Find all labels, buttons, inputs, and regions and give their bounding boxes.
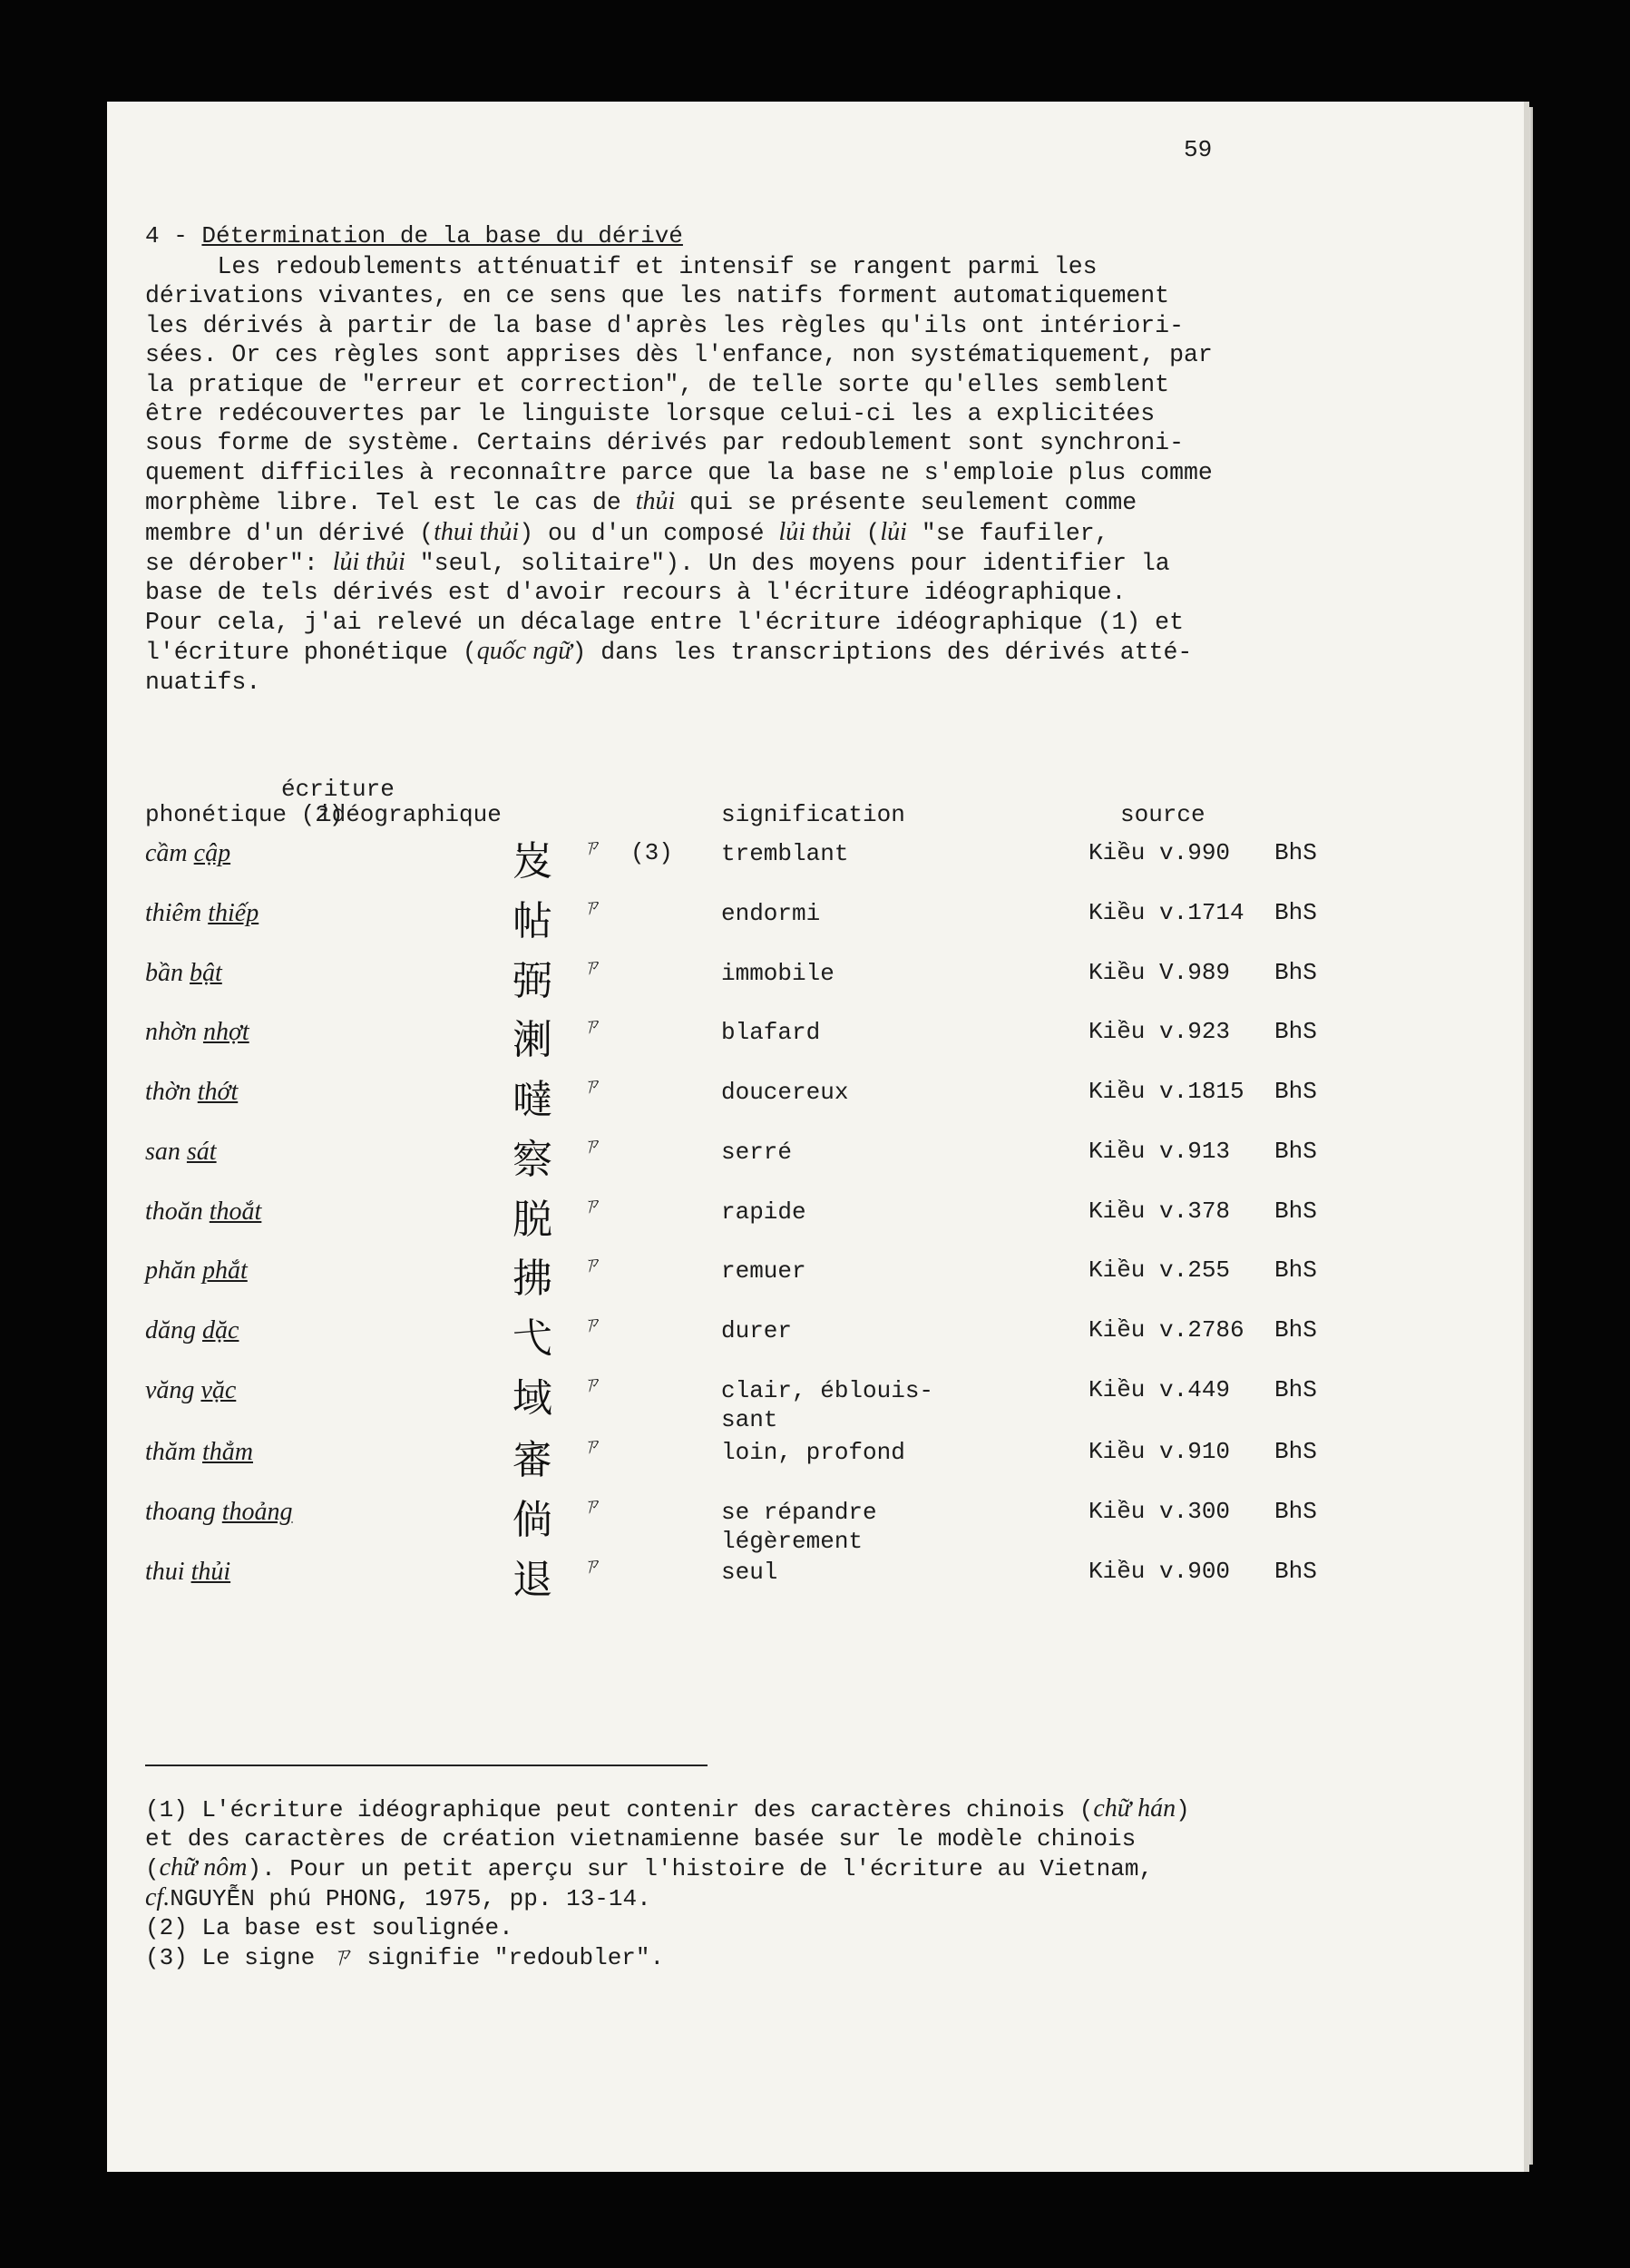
paragraph-line	[145, 637, 1379, 667]
ideographic-cell: 拂	[512, 1256, 552, 1302]
paragraph-line: sées. Or ces règles sont apprises dès l'enfance, non systématiquement, par	[145, 341, 1213, 369]
column-header-source: source	[1120, 801, 1205, 828]
source-abbrev: BhS	[1274, 839, 1317, 866]
text-run: ) dans les transcriptions des dérivés atté-	[571, 639, 1193, 667]
ideographic-cell: 域	[512, 1375, 552, 1422]
table-row	[145, 1495, 1415, 1555]
paragraph-line: dérivations vivantes, en ce sens que les natifs forment automatiquement	[145, 282, 1170, 310]
source-cell: Kiều v.913	[1088, 1138, 1231, 1165]
table-row	[145, 896, 1415, 953]
source-cell: Kiều V.989	[1088, 959, 1231, 986]
redouble-mark: ㄗ	[581, 1075, 601, 1098]
source-abbrev: BhS	[1274, 1558, 1317, 1585]
text-run: (3) Le signe	[145, 1944, 329, 1971]
italic-term: thui thủi	[434, 517, 520, 546]
phonetic-base: phắt	[202, 1256, 248, 1285]
footnote-ref: (3)	[630, 839, 673, 866]
italic-term: quốc ngữ	[476, 637, 572, 666]
paragraph-line: Les redoublements atténuatif et intensif se rangent parmi les	[145, 253, 1098, 280]
table-row	[145, 1316, 1415, 1371]
meaning-cell: endormi	[721, 900, 821, 927]
redouble-mark: ㄗ	[581, 1495, 601, 1518]
table-row	[145, 1256, 1415, 1311]
redouble-mark: ㄗ	[581, 1254, 601, 1276]
redouble-mark: ㄗ	[581, 1015, 601, 1038]
footnote-line	[145, 1794, 1415, 1824]
footnote-line: (2) La base est soulignée.	[145, 1914, 513, 1941]
ideographic-cell: 脱	[512, 1197, 552, 1243]
paragraph-line: les dérivés à partir de la base d'après les règles qu'ils ont intériori-	[145, 311, 1184, 339]
meaning-cell: tremblant	[721, 840, 849, 867]
ideographic-cell: 岌	[512, 838, 552, 885]
ideographic-cell: 倘	[512, 1497, 552, 1543]
text-run: membre d'un dérivé (	[145, 519, 434, 547]
redouble-mark: ㄗ	[581, 1314, 601, 1336]
column-header-ideographic: idéographique	[317, 801, 502, 828]
source-abbrev: BhS	[1274, 1498, 1317, 1525]
text-run: "seul, solitaire"). Un des moyens pour identifier la	[405, 550, 1170, 578]
meaning-cell: se répandre légèrement	[721, 1499, 877, 1555]
paragraph-line	[145, 518, 1379, 548]
column-header-phonetic: phonétique (2)	[145, 801, 344, 828]
phonetic-prefix: cầm	[145, 839, 194, 867]
phonetic-base: bật	[190, 959, 222, 987]
ideographic-cell: 弼	[512, 958, 552, 1004]
phonetic-prefix: thoang	[145, 1498, 222, 1526]
phonetic-base: thiếp	[208, 899, 259, 927]
phonetic-base: thẳm	[202, 1438, 253, 1466]
text-run: se dérober":	[145, 550, 333, 578]
text-run: morphème libre. Tel est le cas de	[145, 489, 636, 517]
phonetic-prefix: văng	[145, 1376, 201, 1404]
ideographic-cell: 溂	[512, 1017, 552, 1063]
phonetic-base: dặc	[202, 1316, 239, 1344]
meaning-cell: serré	[721, 1139, 793, 1166]
source-abbrev: BhS	[1274, 1438, 1317, 1465]
phonetic-prefix: nhờn	[145, 1018, 203, 1046]
ideographic-cell: 弋	[512, 1315, 552, 1362]
source-abbrev: BhS	[1274, 1018, 1317, 1045]
footnote-rule	[145, 1765, 708, 1766]
source-cell: Kiều v.910	[1088, 1438, 1231, 1465]
text-run: ). Pour un petit aperçu sur l'histoire de l'écriture au Vietnam,	[247, 1855, 1154, 1882]
meaning-cell: doucereux	[721, 1079, 849, 1106]
column-header-top: écriture	[281, 776, 395, 803]
phonetic-prefix: thui	[145, 1558, 191, 1586]
italic-term: lủi thủi	[332, 548, 405, 577]
phonetic-base: cập	[193, 839, 231, 867]
phonetic-prefix: thờn	[145, 1078, 198, 1106]
table-row	[145, 956, 1415, 1013]
phonetic-cell	[145, 1558, 230, 1587]
source-cell: Kiều v.923	[1088, 1018, 1231, 1045]
ideographic-cell: 退	[512, 1557, 552, 1603]
phonetic-cell	[145, 1018, 249, 1047]
page-number: 59	[1184, 136, 1213, 163]
source-cell: Kiều v.2786	[1088, 1316, 1244, 1344]
text-run: l'écriture phonétique (	[145, 639, 477, 667]
phonetic-prefix: san	[145, 1138, 187, 1166]
paragraph-line: être redécouvertes par le linguiste lorsque celui-ci les a explicitées	[145, 400, 1156, 428]
paragraph-line	[145, 548, 1379, 578]
redouble-mark: ㄗ	[581, 1435, 601, 1458]
column-header-meaning: signification	[721, 801, 905, 828]
footnote-line	[145, 1853, 1415, 1883]
italic-term: thủi	[635, 487, 676, 516]
source-abbrev: BhS	[1274, 1316, 1317, 1344]
table-row	[145, 1376, 1415, 1431]
source-cell: Kiều v.900	[1088, 1558, 1231, 1585]
ideographic-cell: 察	[512, 1137, 552, 1183]
phonetic-cell	[145, 1498, 293, 1527]
phonetic-base: sát	[186, 1138, 217, 1166]
ideographic-cell: 噠	[512, 1077, 552, 1123]
table-row	[145, 836, 1415, 894]
phonetic-base: thớt	[197, 1078, 239, 1106]
phonetic-base: nhợt	[202, 1018, 249, 1046]
page-edge	[1524, 107, 1533, 2165]
phonetic-prefix: phăn	[145, 1256, 202, 1285]
phonetic-prefix: bần	[145, 959, 190, 987]
footnote-line	[145, 1942, 1415, 1972]
redouble-mark: ㄗ	[581, 1555, 601, 1578]
source-abbrev: BhS	[1274, 1078, 1317, 1105]
source-abbrev: BhS	[1274, 1376, 1317, 1403]
text-run: signifie "redoubler".	[352, 1944, 665, 1971]
section-title: Détermination de la base du dérivé	[201, 222, 683, 249]
source-cell: Kiều v.255	[1088, 1256, 1231, 1284]
text-run: ) ou d'un composé	[519, 519, 779, 547]
redouble-mark: ㄗ	[581, 836, 601, 859]
source-abbrev: BhS	[1274, 959, 1317, 986]
text-run: (1) L'écriture idéographique peut contenir des caractères chinois (	[145, 1796, 1094, 1823]
paragraph-line: la pratique de "erreur et correction", de telle sorte qu'elles semblent	[145, 370, 1170, 398]
phonetic-base: vặc	[200, 1376, 237, 1404]
text-run: qui se présente seulement comme	[675, 489, 1137, 517]
footnote-line	[145, 1883, 1415, 1913]
text-run: (	[851, 519, 881, 547]
redouble-mark: ㄗ	[581, 1135, 601, 1158]
source-cell: Kiều v.990	[1088, 839, 1231, 866]
phonetic-prefix: thiêm	[145, 899, 209, 927]
section-heading	[145, 222, 683, 249]
redouble-mark: ㄗ	[581, 1374, 601, 1396]
phonetic-cell	[145, 1138, 217, 1167]
meaning-cell: clair, éblouis- sant	[721, 1377, 934, 1433]
table-row	[145, 1075, 1415, 1132]
source-abbrev: BhS	[1274, 1198, 1317, 1225]
paragraph-line: sous forme de système. Certains dérivés par redoublement sont synchroni-	[145, 429, 1184, 457]
table-row	[145, 1015, 1415, 1072]
footnote-line: et des caractères de création vietnamienne basée sur le modèle chinois	[145, 1825, 1137, 1853]
meaning-cell: loin, profond	[721, 1439, 905, 1466]
text-run: "se faufiler,	[906, 519, 1109, 547]
phonetic-cell	[145, 899, 259, 928]
italic-term: cf.	[145, 1883, 171, 1911]
phonetic-base: thủi	[190, 1558, 231, 1586]
text-run: )	[1176, 1796, 1190, 1823]
source-cell: Kiều v.1714	[1088, 899, 1244, 926]
redouble-mark: ㄗ	[581, 1195, 601, 1217]
phonetic-base: thoảng	[221, 1498, 293, 1526]
meaning-cell: immobile	[721, 960, 835, 987]
phonetic-cell	[145, 1078, 238, 1107]
italic-term: lủi thủi	[778, 517, 852, 546]
ideographic-cell: 審	[512, 1437, 552, 1483]
body-paragraph	[145, 252, 1379, 697]
table-row	[145, 1195, 1415, 1252]
source-abbrev: BhS	[1274, 1138, 1317, 1165]
table-row	[145, 1135, 1415, 1192]
source-cell: Kiều v.449	[1088, 1376, 1231, 1403]
redouble-sign: ㄗ	[328, 1943, 353, 1970]
italic-term: lủi	[880, 517, 907, 546]
table-row	[145, 1435, 1415, 1492]
phonetic-prefix: thăm	[145, 1438, 202, 1466]
phonetic-cell	[145, 1438, 253, 1467]
phonetic-prefix: thoăn	[145, 1198, 210, 1226]
text-run: NGUYỄN phú PHONG, 1975, pp. 13-14.	[170, 1885, 651, 1912]
redouble-mark: ㄗ	[581, 956, 601, 979]
text-run: (	[145, 1855, 160, 1882]
section-number: 4 -	[145, 222, 202, 249]
source-abbrev: BhS	[1274, 1256, 1317, 1284]
paragraph-line: Pour cela, j'ai relevé un décalage entre l'écriture idéographique (1) et	[145, 608, 1184, 636]
meaning-cell: durer	[721, 1317, 793, 1344]
phonetic-cell	[145, 1256, 248, 1286]
paragraph-line	[145, 487, 1379, 517]
meaning-cell: rapide	[721, 1198, 806, 1226]
italic-term: chữ hán	[1093, 1794, 1176, 1823]
phonetic-prefix: dăng	[145, 1316, 202, 1344]
meaning-cell: remuer	[721, 1257, 806, 1285]
phonetic-cell	[145, 1316, 239, 1345]
table-row	[145, 1555, 1415, 1612]
phonetic-cell	[145, 1376, 236, 1405]
meaning-cell: blafard	[721, 1019, 821, 1046]
redouble-mark: ㄗ	[581, 896, 601, 919]
footnotes	[145, 1794, 1415, 1972]
ideographic-cell: 帖	[512, 898, 552, 944]
source-cell: Kiều v.1815	[1088, 1078, 1244, 1105]
paragraph-line: nuatifs.	[145, 668, 261, 696]
source-cell: Kiều v.378	[1088, 1198, 1231, 1225]
paragraph-line: base de tels dérivés est d'avoir recours à l'écriture idéographique.	[145, 579, 1127, 607]
phonetic-cell	[145, 839, 230, 868]
phonetic-cell	[145, 959, 222, 988]
paragraph-line: quement difficiles à reconnaître parce que la base ne s'emploie plus comme	[145, 458, 1213, 486]
phonetic-cell	[145, 1198, 261, 1227]
italic-term: chữ nôm	[159, 1853, 248, 1882]
phonetic-base: thoắt	[209, 1198, 262, 1226]
meaning-cell: seul	[721, 1559, 778, 1586]
source-abbrev: BhS	[1274, 899, 1317, 926]
source-cell: Kiều v.300	[1088, 1498, 1231, 1525]
